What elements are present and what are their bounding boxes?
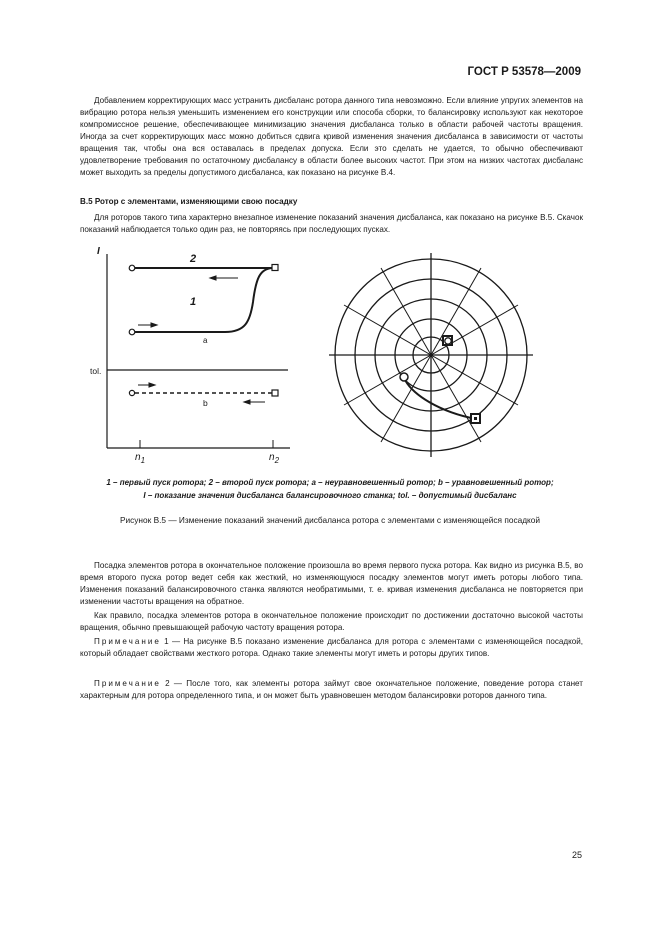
polar-end-run1-dot: [474, 417, 477, 420]
paragraph-fitting: [80, 560, 583, 608]
start-point-run1: [129, 329, 135, 335]
note-2-label: Примечание: [94, 679, 161, 688]
paragraph-intro-text: Добавлением корректирующих масс устранить дисбаланс ротора данного типа невозможно. Если влияние упругих элементов на вибрацию ротора нельзя уменьшить изменением его конструкции или способа сборки, то балансировку используют как некоторое компромиссное решение, обеспечивающее минимизацию значения дисбаланса только в области рабочей частоты вращения. Иногда за счет корректирующих масс можно добиться сдвига кривой изменения значения дисбаланса в зависимости от частоты вращения так, чтобы она вся оставалась в пределах допуска. Если это сделать не удается, то обычно обеспечивают удовлетворение требования по остаточному дисбалансу в области более высоких частот. При этом на низких частотах дисбаланс может выходить за пределы допустимого дисбаланса, как показано на рисунке В.4.: [80, 96, 583, 177]
end-point-run2: [272, 265, 278, 271]
tick-label-n2-sub: 2: [274, 456, 280, 465]
graph-labels: [90, 246, 280, 465]
label-unbalanced: a: [203, 336, 208, 345]
figure-legend-line2: I – показание значения дисбаланса балансировочного станка; tol. – допустимый дисбаланс: [143, 491, 517, 500]
tick-label-n2-main: n: [269, 452, 275, 463]
y-axis-label: I: [97, 246, 100, 257]
label-run2: 2: [190, 253, 197, 265]
note-1: [80, 636, 583, 660]
paragraph-rule-text: Как правило, посадка элементов ротора в окончательное положение происходит по достижении достаточно высокой частоты вращения, обычно превышающей рабочую частоту вращения ротора.: [80, 611, 583, 632]
note-2-text: 2 — После того, как элементы ротора займут свое окончательное положение, поведение ротора станет характерным для ротора определенного типа, и он может быть уравновешен методом балансировки роторов данного типа.: [80, 679, 583, 700]
polar-start-run1: [400, 373, 408, 381]
unbalance-graph: [107, 254, 290, 448]
start-point-balanced: [129, 390, 134, 395]
curve-run1-unbalanced: [135, 268, 272, 332]
arrow-balanced-up-head: [149, 383, 155, 387]
arrow-run1-head: [151, 323, 157, 327]
polar-diagram: [329, 253, 533, 457]
document-header: ГОСТ Р 53578—2009: [467, 66, 581, 78]
note-1-label: Примечание: [94, 637, 161, 646]
label-run1: 1: [190, 296, 197, 308]
page-number: 25: [572, 850, 583, 860]
arrow-balanced-down-head: [244, 400, 250, 404]
note-2: [80, 678, 583, 702]
arrow-run2-head: [210, 276, 216, 280]
label-balanced: b: [203, 398, 208, 408]
paragraph-rule: [80, 610, 583, 634]
tick-label-n1-sub: 1: [140, 456, 146, 465]
tick-label-n1-main: n: [135, 452, 141, 463]
tick-label-n1: [135, 452, 145, 465]
end-point-balanced: [272, 390, 278, 396]
figure-caption: Рисунок В.5 — Изменение показаний значений дисбаланса ротора с элементами с изменяющейся посадкой: [119, 515, 541, 525]
tick-label-n2: [269, 452, 280, 465]
figure-legend-line1: 1 – первый пуск ротора; 2 – второй пуск ротора; a – неуравновешенный ротор; b – уравновешенный ротор;: [106, 478, 554, 487]
paragraph-b5-text: Для роторов такого типа характерно внезапное изменение показаний значения дисбаланса, как показано на рисунке В.5. Скачок показаний наблюдается только один раз, не повторяясь при последующих пусках.: [80, 213, 583, 234]
start-point-run2: [129, 265, 135, 271]
section-heading-b5: В.5 Ротор с элементами, изменяющими свою посадку: [80, 197, 298, 206]
note-1-text: 1 — На рисунке В.5 показано изменение дисбаланса для ротора с элементами с изменяющейся посадкой, который обладает свойствами жесткого ротора. Однако такие элементы могут иметь и роторы других типов.: [80, 637, 583, 658]
paragraph-fitting-text: Посадка элементов ротора в окончательное положение произошла во время первого пуска ротора. Как видно из рисунка В.5, во время второго пуска ротор ведет себя как жесткий, но изменяющуюся посадку элементов могут иметь роторы любого типа. Изменения показаний балансировочного станка являются необратимыми, т. е. кривая изменения дисбаланса не повторяется при изменении частоты вращения на обратное.: [80, 561, 583, 606]
tolerance-label: tol.: [90, 366, 102, 376]
polar-start-run2: [445, 338, 451, 344]
